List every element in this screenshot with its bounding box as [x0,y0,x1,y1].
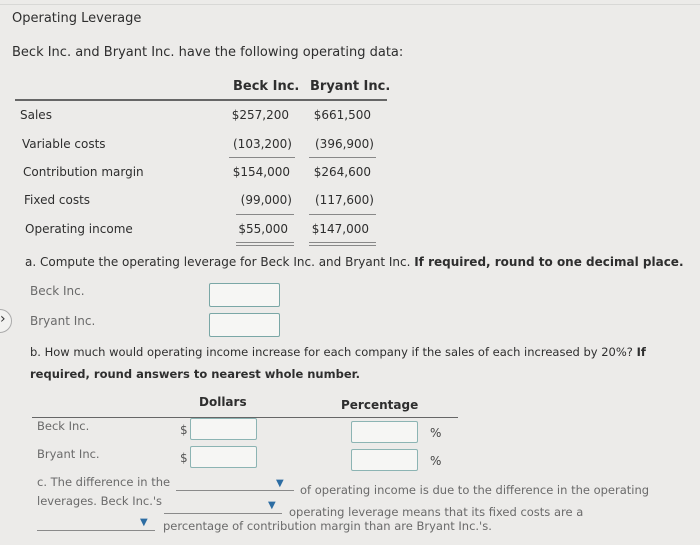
beck-sales: $257,200 [231,108,289,122]
side-nav-arrow[interactable] [0,309,12,333]
chevron-right-icon: › [0,311,6,327]
bryant-fixed-underline [309,214,376,215]
row-label-sales: Sales [20,108,52,122]
part-b-beck-dollars-input[interactable] [190,418,257,440]
intro-text: Beck Inc. and Bryant Inc. have the following operating data: [12,45,404,60]
part-a-bryant-label: Bryant Inc. [30,314,96,328]
beck-double-line-1 [236,242,294,243]
part-a-prompt-bold: If required, round to one decimal place. [414,255,684,269]
part-c-line2-right: operating leverage means that its fixed costs are a [289,505,584,519]
header-bryant: Bryant Inc. [310,79,391,94]
part-c-dropdown-1[interactable] [176,490,294,491]
row-label-contribution-margin: Contribution margin [23,165,144,179]
beck-dollar-sign: $ [180,423,188,437]
part-a-prompt-text: a. Compute the operating leverage for Beck Inc. and Bryant Inc. [25,255,411,269]
col-header-percentage: Percentage [341,398,419,412]
top-divider [0,4,700,5]
row-label-variable-costs: Variable costs [22,137,106,151]
beck-double-line-2 [236,245,294,246]
beck-fixed-costs: (99,000) [240,193,292,207]
bryant-double-line-2 [309,245,376,246]
bryant-double-line-1 [309,242,376,243]
part-c-line3-right: percentage of contribution margin than are Bryant Inc.'s. [163,519,492,533]
part-a-prompt [25,255,684,269]
row-label-operating-income: Operating income [25,222,133,236]
part-c-line1-right: of operating income is due to the difference in the operating [300,483,650,497]
bryant-subtotal-line [309,157,376,158]
part-a-beck-input[interactable] [209,283,280,307]
part-b-bryant-dollars-input[interactable] [190,446,257,468]
part-c-dropdown-3[interactable] [37,530,155,531]
part-b-prompt-text: b. How much would operating income increase for each company if the sales of each increased by 20%? [30,345,633,359]
part-a-beck-label: Beck Inc. [30,284,85,298]
header-underline [15,99,387,101]
beck-variable-costs: (103,200) [233,137,292,151]
bryant-percent-sign: % [430,454,442,468]
beck-subtotal-line [229,157,295,158]
bryant-contribution-margin: $264,600 [313,165,371,179]
part-b-prompt-bold-if: If [636,345,646,359]
dropdown-1-caret-icon[interactable]: ▼ [276,478,284,489]
beck-operating-income: $55,000 [238,222,288,236]
bryant-variable-costs: (396,900) [315,137,374,151]
part-a-bryant-input[interactable] [209,313,280,337]
part-b-prompt-line2: required, round answers to nearest whole number. [30,367,361,381]
col-header-dollars: Dollars [199,395,247,409]
row-label-fixed-costs: Fixed costs [24,193,91,207]
beck-percent-sign: % [430,426,442,440]
page-title: Operating Leverage [12,11,142,26]
part-b-beck-percentage-input[interactable] [351,421,418,443]
bryant-operating-income: $147,000 [311,222,369,236]
part-b-prompt-line1 [30,345,646,359]
beck-fixed-underline [236,214,294,215]
beck-contribution-margin: $154,000 [232,165,290,179]
part-c-dropdown-2[interactable] [164,513,282,514]
bryant-sales: $661,500 [313,108,371,122]
bryant-fixed-costs: (117,600) [315,193,374,207]
part-b-bryant-percentage-input[interactable] [351,449,418,471]
part-c-line1-left: c. The difference in the [37,475,171,489]
bryant-dollar-sign: $ [180,451,188,465]
dropdown-3-caret-icon[interactable]: ▼ [140,517,148,528]
part-c-line2-left: leverages. Beck Inc.'s [37,494,163,508]
dropdown-2-caret-icon[interactable]: ▼ [268,500,276,511]
header-beck: Beck Inc. [233,79,300,94]
part-b-bryant-label: Bryant Inc. [37,447,100,461]
part-b-beck-label: Beck Inc. [37,419,90,433]
